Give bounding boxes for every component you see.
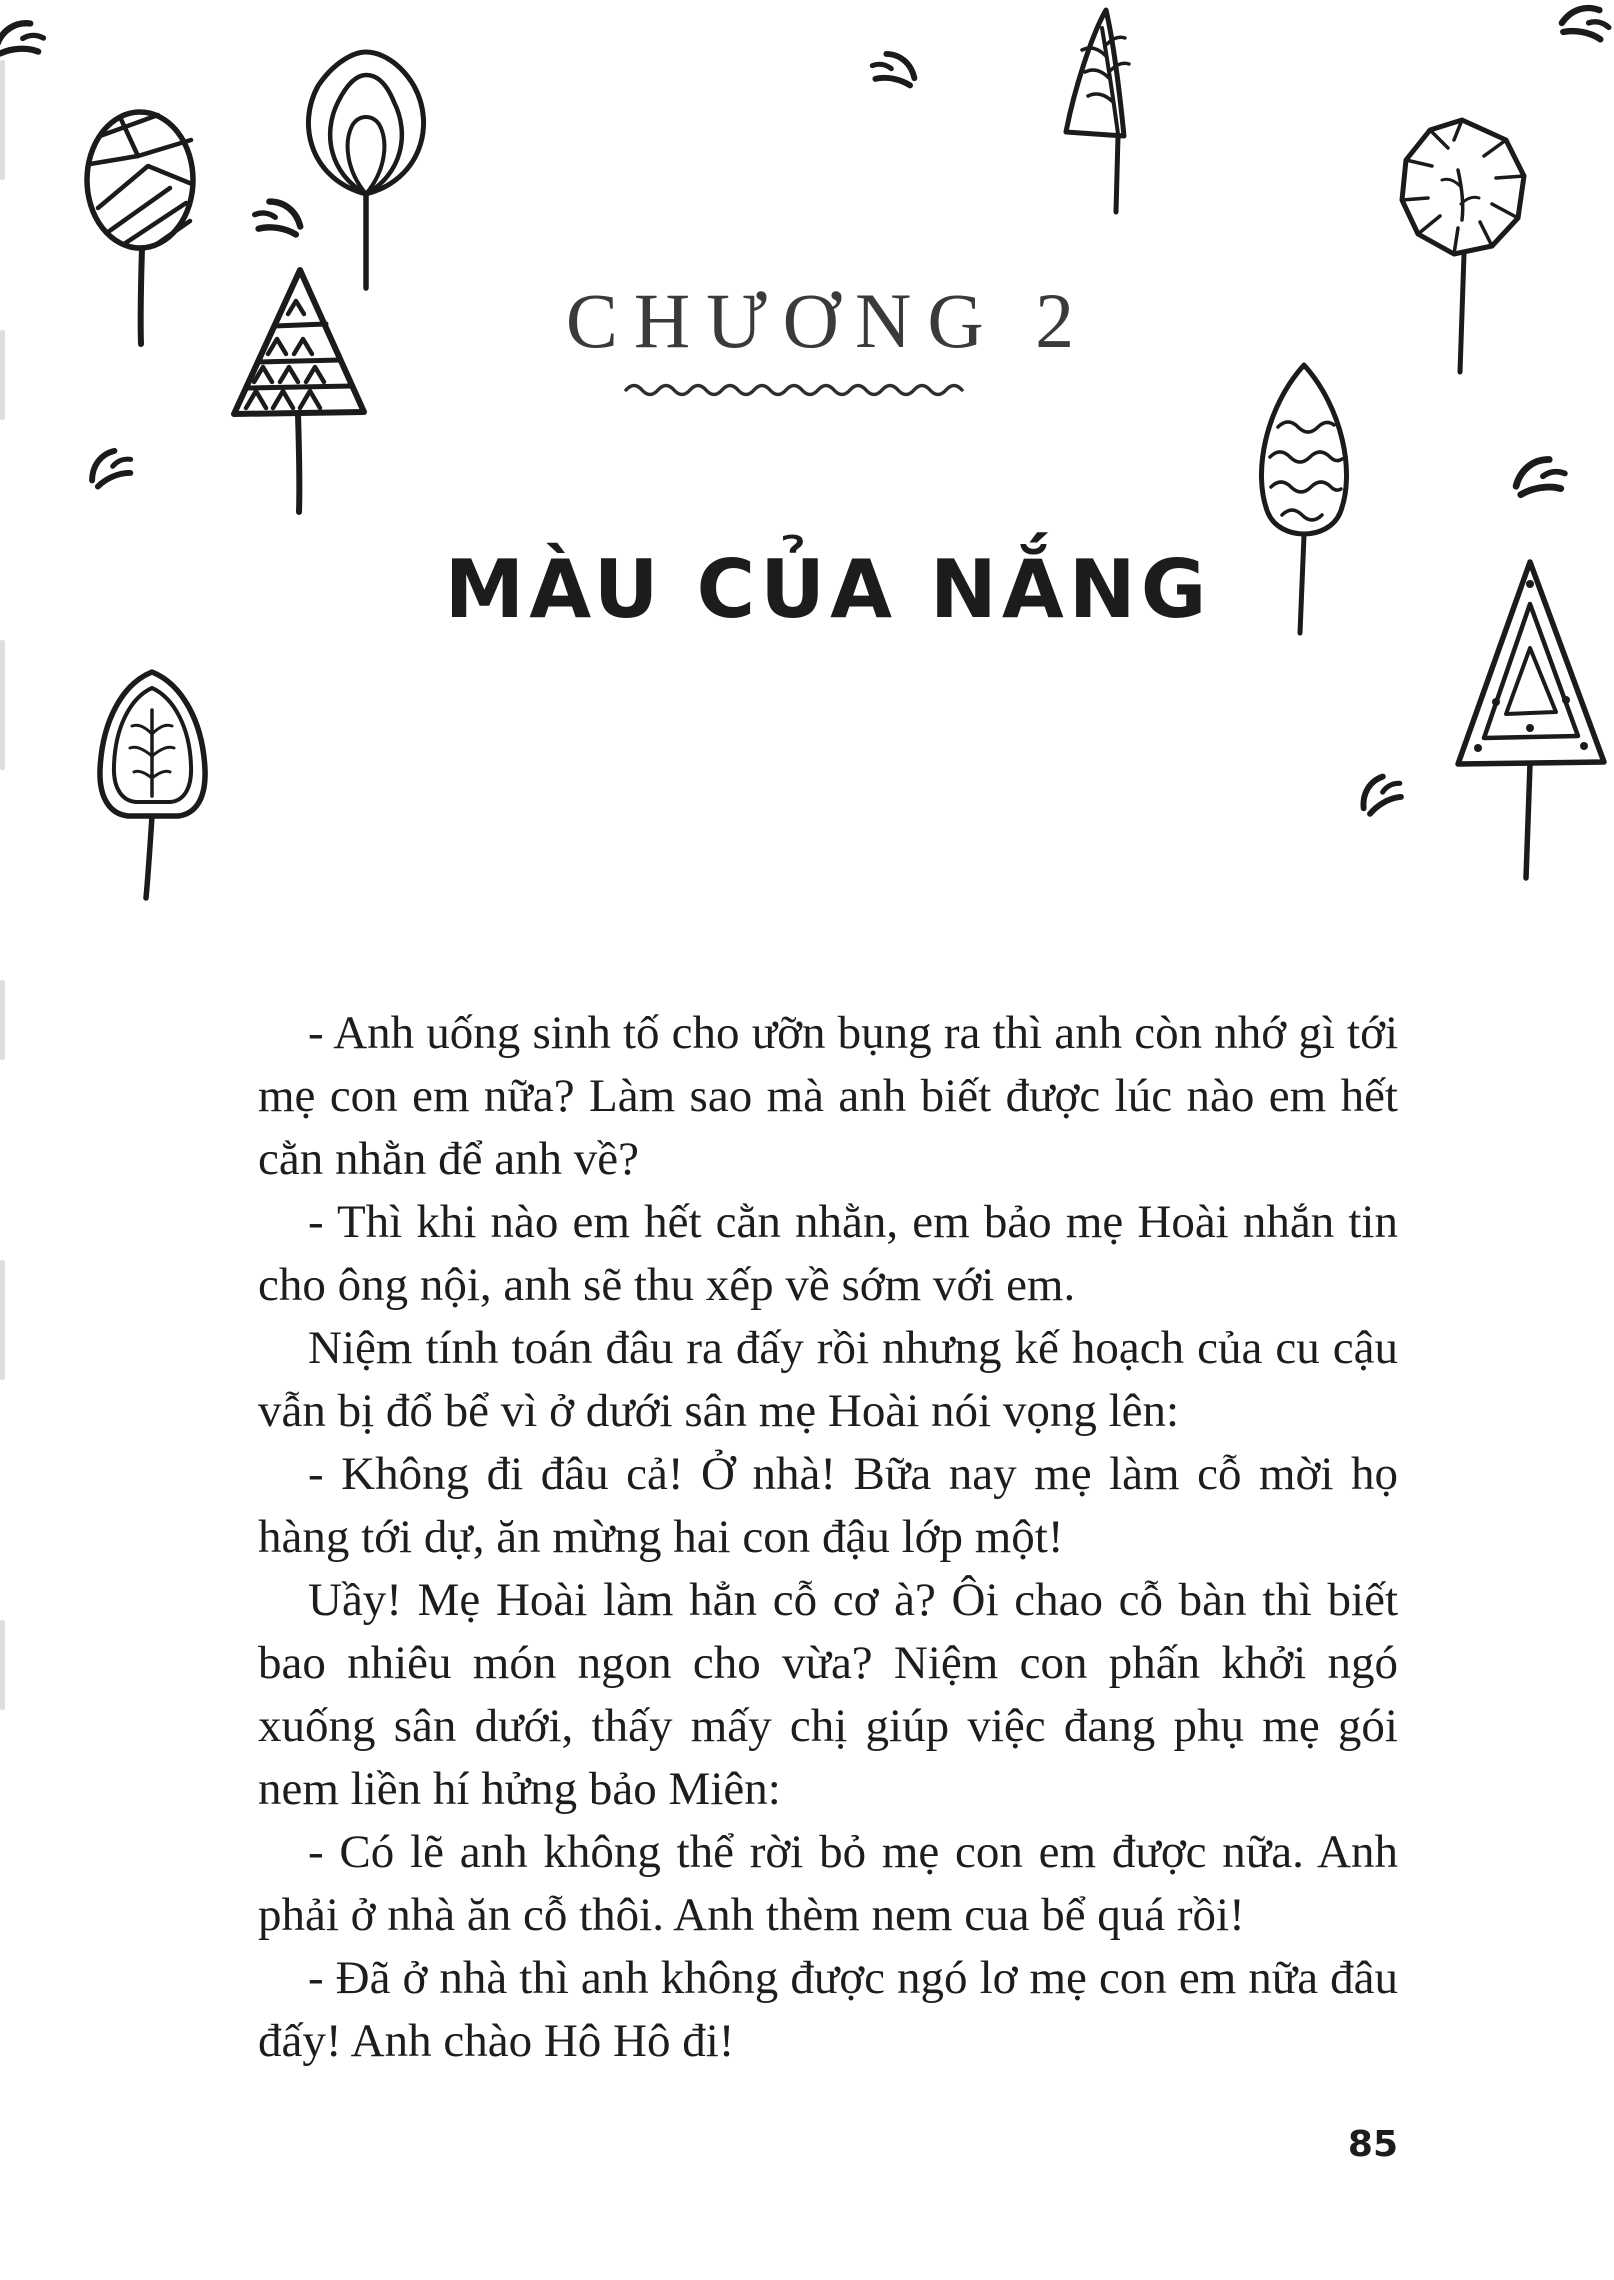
body-text xyxy=(258,1002,1398,2073)
page-edge-bleed xyxy=(0,640,5,770)
paragraph: - Anh uống sinh tố cho ưỡn bụng ra thì anh còn nhớ gì tới mẹ con em nữa? Làm sao mà anh biết được lúc nào em hết cằn nhằn để anh về? xyxy=(258,1007,1398,1185)
paragraph: - Đã ở nhà thì anh không được ngó lơ mẹ con em nữa đâu đấy! Anh chào Hô Hô đi! xyxy=(258,1952,1398,2067)
page-edge-bleed xyxy=(0,1620,5,1710)
page-edge-bleed xyxy=(0,980,5,1060)
sprout-icon xyxy=(1350,765,1412,820)
sprout-icon xyxy=(1507,446,1576,506)
page-edge-bleed xyxy=(0,1260,5,1380)
paragraph: Uầy! Mẹ Hoài làm hẳn cỗ cơ à? Ôi chao cỗ bàn thì biết bao nhiêu món ngon cho vừa? Niệm con phấn khởi ngó xuống sân dưới, thấy mấy chị giúp việc đang phụ mẹ gói nem liền hí hửng bảo Miên: xyxy=(258,1574,1398,1815)
mosaic-oval-tree-icon xyxy=(78,102,203,347)
page-number: 85 xyxy=(1347,2124,1398,2165)
page-edge-bleed xyxy=(0,60,5,180)
chapter-title: MÀU CỦA NẮNG xyxy=(444,543,1212,636)
paragraph: Niệm tính toán đâu ra đấy rồi nhưng kế hoạch của cu cậu vẫn bị đổ bể vì ở dưới sân mẹ Hoài nói vọng lên: xyxy=(258,1322,1398,1437)
pine-branch-tree-icon xyxy=(1058,4,1143,216)
page-edge-bleed xyxy=(0,330,5,420)
sprout-icon xyxy=(864,43,922,93)
sprout-icon xyxy=(1550,0,1614,57)
chapter-heading: CHƯƠNG 2 xyxy=(565,277,1091,364)
paragraph: - Thì khi nào em hết cằn nhằn, em bảo mẹ Hoài nhắn tin cho ông nội, anh sẽ thu xếp về sớm với em. xyxy=(258,1196,1398,1311)
paragraph: - Không đi đâu cả! Ở nhà! Bữa nay mẹ làm cỗ mời họ hàng tới dự, ăn mừng hai con đậu lớp một! xyxy=(258,1448,1398,1563)
paragraph: - Có lẽ anh không thể rời bỏ mẹ con em được nữa. Anh phải ở nhà ăn cỗ thôi. Anh thèm nem cua bể quá rồi! xyxy=(258,1826,1398,1941)
wavy-underline-icon xyxy=(622,378,978,402)
sprout-icon xyxy=(0,8,55,69)
triple-triangle-tree-icon xyxy=(1448,552,1613,882)
onion-layers-tree-icon xyxy=(288,42,443,292)
gem-facet-tree-icon xyxy=(1392,112,1537,377)
shield-sprig-tree-icon xyxy=(88,662,218,902)
sprout-icon xyxy=(82,441,140,491)
